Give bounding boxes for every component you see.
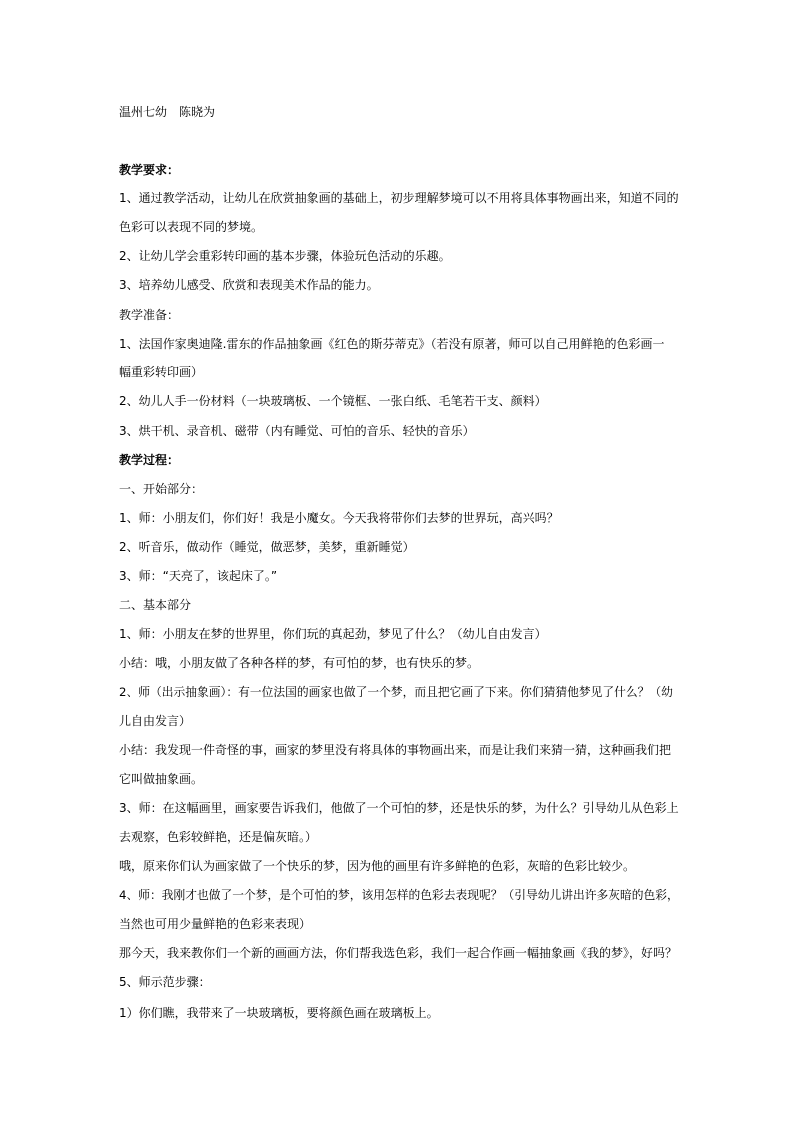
paragraph-line: 当然也可用少量鲜艳的色彩来表现）: [119, 917, 312, 931]
section-heading: 教学准备：: [119, 308, 180, 322]
author-line: 温州七幼 陈晓为: [119, 105, 216, 119]
paragraph-line: 二、基本部分: [119, 598, 192, 612]
paragraph-line: 1、师：小朋友在梦的世界里，你们玩的真起劲，梦见了什么？（幼儿自由发言）: [119, 627, 547, 641]
section-heading: 教学过程：: [119, 453, 180, 467]
paragraph-line: 1、师：小朋友们，你们好！我是小魔女。今天我将带你们去梦的世界玩，高兴吗？: [119, 511, 559, 525]
paragraph-line: 幅重彩转印画）: [119, 365, 204, 379]
paragraph-line: 它叫做抽象画。: [119, 772, 204, 786]
paragraph-line: 儿自由发言）: [119, 714, 192, 728]
paragraph-line: 2、师（出示抽象画）：有一位法国的画家也做了一个梦，而且把它画了下来。你们猜猜他梦见了什么？（幼: [119, 685, 673, 699]
paragraph-line: 3、师：“天亮了，该起床了。”: [119, 569, 278, 583]
paragraph-line: 1、通过教学活动，让幼儿在欣赏抽象画的基础上，初步理解梦境可以不用将具体事物画出来，知道不同的: [119, 191, 679, 205]
paragraph-line: 那今天，我来教你们一个新的画画方法，你们帮我选色彩，我们一起合作画一幅抽象画《我的梦》，好吗？: [119, 946, 678, 960]
paragraph-line: 1）你们瞧，我带来了一块玻璃板，要将颜色画在玻璃板上。: [119, 1006, 439, 1020]
paragraph-line: 2、让幼儿学会重彩转印画的基本步骤，体验玩色活动的乐趣。: [119, 249, 451, 263]
paragraph-line: 1、法国作家奥迪隆.雷东的作品抽象画《红色的斯芬蒂克》（若没有原著，师可以自己用鲜艳的色彩画一: [119, 337, 665, 351]
paragraph-line: 小结：哦，小朋友做了各种各样的梦，有可怕的梦，也有快乐的梦。: [119, 656, 480, 670]
paragraph-line: 色彩可以表现不同的梦境。: [119, 220, 264, 234]
paragraph-line: 小结：我发现一件奇怪的事，画家的梦里没有将具体的事物画出来，而是让我们来猜一猜，这种画我们把: [119, 743, 672, 757]
paragraph-line: 2、幼儿人手一份材料（一块玻璃板、一个镜框、一张白纸、毛笔若干支、颜料）: [119, 394, 547, 408]
paragraph-line: 3、烘干机、录音机、磁带（内有睡觉、可怕的音乐、轻快的音乐）: [119, 424, 475, 438]
paragraph-line: 5、师示范步骤：: [119, 975, 211, 989]
paragraph-line: 2、听音乐，做动作（睡觉，做恶梦，美梦，重新睡觉）: [119, 540, 415, 554]
paragraph-line: 哦，原来你们认为画家做了一个快乐的梦，因为他的画里有许多鲜艳的色彩，灰暗的色彩比较少。: [119, 859, 636, 873]
paragraph-line: 3、培养幼儿感受、欣赏和表现美术作品的能力。: [119, 278, 379, 292]
paragraph-line: 3、师：在这幅画里，画家要告诉我们，他做了一个可怕的梦，还是快乐的梦，为什么？引导幼儿从色彩上: [119, 801, 679, 815]
paragraph-line: 去观察，色彩较鲜艳，还是偏灰暗。）: [119, 830, 318, 844]
paragraph-line: 一、开始部分：: [119, 482, 204, 496]
section-heading: 教学要求：: [119, 163, 180, 177]
paragraph-line: 4、师：我刚才也做了一个梦，是个可怕的梦，该用怎样的色彩去表现呢？（引导幼儿讲出许多灰暗的色彩，: [119, 888, 679, 902]
